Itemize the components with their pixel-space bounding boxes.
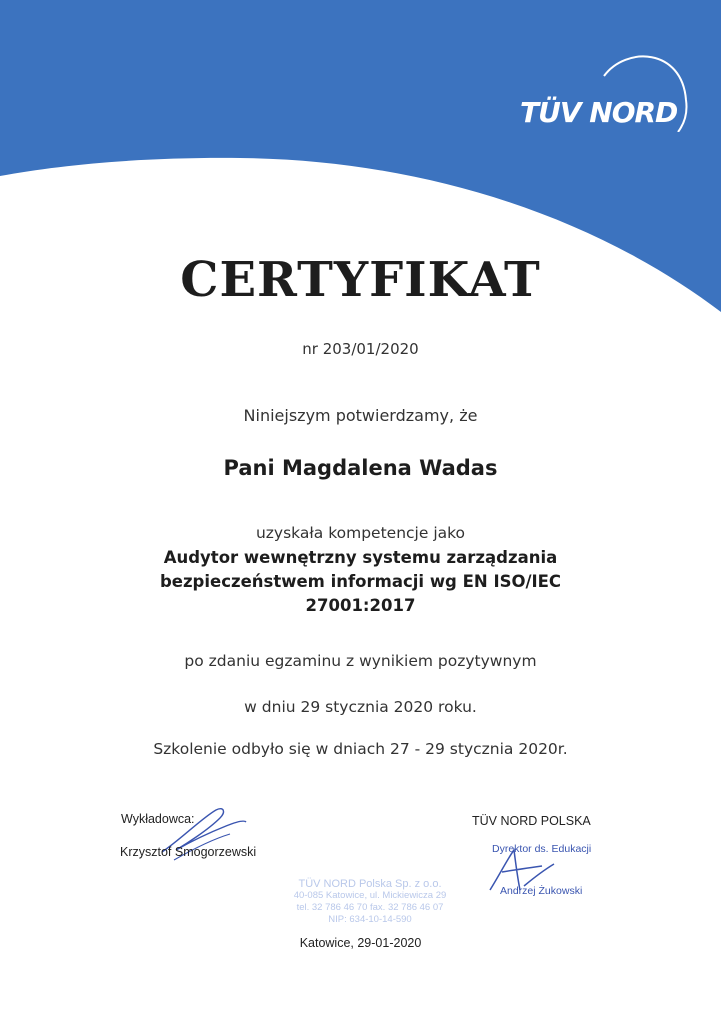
company-stamp xyxy=(270,878,470,926)
training-dates: Szkolenie odbyło się w dniach 27 - 29 stycznia 2020r. xyxy=(153,740,568,758)
place-and-date: Katowice, 29-01-2020 xyxy=(299,936,422,950)
intro-text: Niniejszym potwierdzamy, że xyxy=(243,406,478,425)
certificate-number: nr 203/01/2020 xyxy=(302,340,419,358)
exam-text: po zdaniu egzaminu z wynikiem pozytywnym xyxy=(184,652,537,670)
director-name: Andrzej Żukowski xyxy=(500,885,583,897)
organization-name: TÜV NORD POLSKA xyxy=(472,814,591,828)
certificate-title: CERTYFIKAT xyxy=(180,252,541,308)
stamp-line: tel. 32 786 46 70 fax. 32 786 46 07 xyxy=(296,902,444,913)
director-title-stamp: Dyrektor ds. Edukacji xyxy=(492,843,592,855)
qualification xyxy=(0,546,721,618)
lecturer-label: Wykładowca: xyxy=(121,812,195,826)
stamp-line: TÜV NORD Polska Sp. z o.o. xyxy=(298,878,442,890)
qualification-line: Audytor wewnętrzny systemu zarządzania xyxy=(163,548,558,567)
recipient-name: Pani Magdalena Wadas xyxy=(223,456,498,480)
qualification-line: bezpieczeństwem informacji wg EN ISO/IEC xyxy=(159,572,562,591)
stamp-line: NIP: 634-10-14-590 xyxy=(328,914,412,925)
lecturer-signature xyxy=(140,800,250,870)
lecturer-name: Krzysztof Smogorzewski xyxy=(120,845,257,859)
exam-date: w dniu 29 stycznia 2020 roku. xyxy=(244,698,477,716)
tuv-nord-logo: TÜV NORD xyxy=(520,96,678,129)
competence-intro: uzyskała kompetencje jako xyxy=(255,524,466,542)
qualification-line: 27001:2017 xyxy=(305,596,416,615)
stamp-line: 40-085 Katowice, ul. Mickiewicza 29 xyxy=(293,890,447,901)
